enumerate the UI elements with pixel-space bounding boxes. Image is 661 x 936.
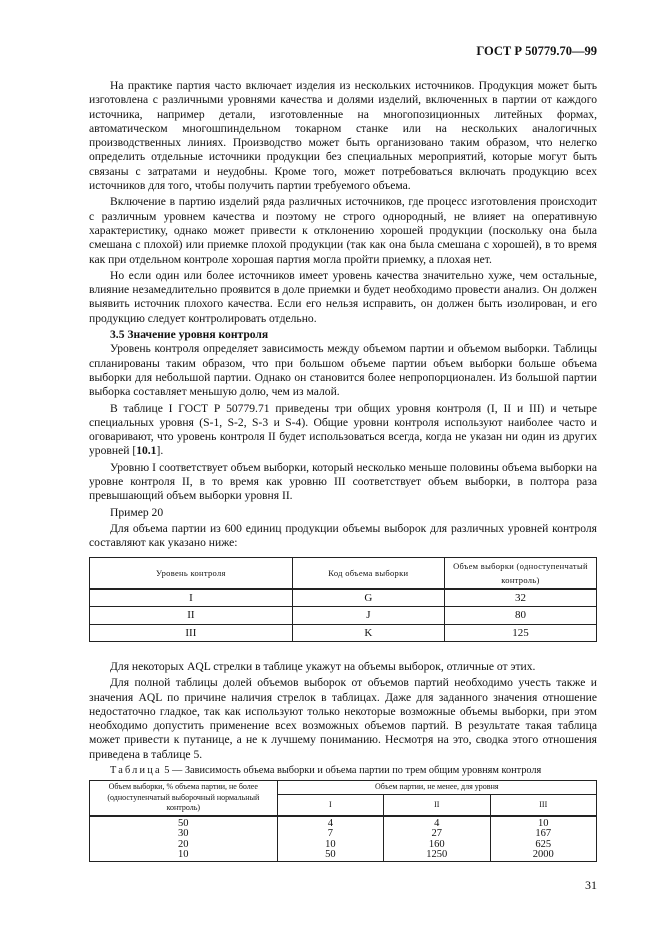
- table-cell: II: [90, 607, 293, 624]
- table5-caption: [89, 764, 597, 778]
- table-cell: 160: [384, 840, 490, 851]
- section-title: Значение уровня контроля: [127, 328, 269, 342]
- table-cell: 27: [384, 829, 490, 840]
- table-cell: 10: [490, 816, 596, 830]
- inspection-level-table: [89, 557, 597, 642]
- table-cell: 4: [384, 816, 490, 830]
- paragraph: Уровень контроля определяет зависимость между объемом партии и объемом выборки. Таблицы спланированы таким образом, что при большом объеме партии объем выборки больше объема выборки для небольшой партии. Однако он становится более непропорционален. Из большой партии выборка составляет меньшую долю, чем из малой.: [89, 342, 597, 399]
- table-cell: 50: [90, 816, 278, 830]
- paragraph: Для объема партии из 600 единиц продукции объемы выборок для различных уровней контроля составляют как указано ниже:: [89, 521, 597, 550]
- table-cell: 167: [490, 829, 596, 840]
- table-cell: 1250: [384, 850, 490, 861]
- table-cell: III: [90, 624, 293, 641]
- paragraph-text: В таблице I ГОСТ Р 50779.71 приведены три общих уровня контроля (I, II и III) и четыре специальных уровня (S-1, S-2, S-3 и S-4). Общие уровни контроля используют наиболее часто и оговаривают, что уровень контроля II будет использоваться всегда, когда не указан ни один из других уровней [: [89, 401, 597, 458]
- table-cell: 4: [277, 816, 383, 830]
- table-header-level-ii: II: [384, 794, 490, 816]
- table-cell: 7: [277, 829, 383, 840]
- page-body: [89, 79, 597, 862]
- table-header-level-i: I: [277, 794, 383, 816]
- table-row: [90, 850, 597, 861]
- table-cell: 625: [490, 840, 596, 851]
- table-cell: 10: [277, 840, 383, 851]
- paragraph: Уровню I соответствует объем выборки, который несколько меньше половины объема выборки на уровне контроля II, в то время как уровню III соответствует объем выборки, в полтора раза превышающий объем выборки уровня II.: [89, 460, 597, 503]
- table-cell: 125: [444, 624, 596, 641]
- table-header-level-iii: III: [490, 794, 596, 816]
- paragraph: Для некоторых AQL стрелки в таблице укажут на объемы выборок, отличные от этих.: [110, 659, 536, 673]
- paragraph: Но если один или более источников имеет уровень качества значительно хуже, чем остальные, влияние незамедлительно проявится в доле приемки и будет необходимо провести анализ. Он должен выявить источник плохого качества. Если его нельзя исправить, он должен быть изолирован, и его продукцию следует контролировать отдельно.: [89, 268, 597, 325]
- paragraph-with-reference: [89, 402, 597, 459]
- table-row: [90, 589, 597, 607]
- table-header-lot-size: Объем партии, не менее, для уровня: [277, 781, 596, 795]
- document-header: ГОСТ Р 50779.70—99: [476, 44, 597, 58]
- paragraph: На практике партия часто включает изделия из нескольких источников. Продукция может быть изготовлена с различными уровнями качества и долями изделий, включенных в партии от каждого источника, например детали, изготовленные на многопозиционных литейных формах, автоматическом многошпиндельном токарном станке или на нескольких аналогичных производственных линиях. Производство может быть организовано таким образом, что нелегко определить отдельные источники продукции без специальных мероприятий, которые могут быть связаны с затратами и неудобны. Кроме того, может потребоваться включать продукцию всех источников для того, чтобы получить партии требуемого объема.: [89, 79, 597, 193]
- table-row: [90, 840, 597, 851]
- table-cell: 10: [90, 850, 278, 861]
- table-cell: K: [292, 624, 444, 641]
- table-cell: 2000: [490, 850, 596, 861]
- table-label: Таблица: [110, 765, 162, 777]
- table-cell: 20: [90, 840, 278, 851]
- table-header-code: Код объема выборки: [292, 557, 444, 589]
- reference: 10.1: [136, 444, 157, 458]
- table-cell: 80: [444, 607, 596, 624]
- table-cell: 32: [444, 589, 596, 607]
- table-header-sample-size: Объем выборки (одноступенчатый контроль): [444, 557, 596, 589]
- table-cell: 50: [277, 850, 383, 861]
- section-heading: [89, 328, 597, 342]
- sample-lot-size-table: [89, 780, 597, 862]
- table-title: — Зависимость объема выборки и объема партии по трем общим уровням контроля: [172, 765, 542, 777]
- paragraph: Для полной таблицы долей объемов выборок от объемов партий необходимо учесть также и значения AQL по причине наличия стрелок в таблицах. Даже для заданного значения отношение недостаточно гладкое, так как используют только некоторые возможные объемы выборки, при этом необходимо допустить применение всех возможных объемов партий. В результате такая таблица может привести к путанице, а не к лучшему пониманию. Несмотря на это, сводка этого отношения приведена в таблице 5.: [89, 676, 597, 761]
- table-cell: 30: [90, 829, 278, 840]
- paragraph-text: ].: [156, 444, 164, 458]
- table-cell: I: [90, 589, 293, 607]
- section-number: 3.5: [110, 328, 125, 342]
- table-cell: J: [292, 607, 444, 624]
- table-row: [90, 607, 597, 624]
- table-header-percent: Объем выборки, % объема партии, не более (одноступенчатый выборочный нормальный контроль): [90, 781, 278, 816]
- paragraph: Включение в партию изделий ряда различных источников, где процесс изготовления происходит с различным уровнем качества и поэтому не строго однородный, не влияет на оперативную характеристику, однако может привести к отклонению хорошей продукции (поскольку она была смешана с плохой) или приемке плохой продукции (так как она была смешана с хорошей), в то время как при отдельном контроле хорошая партия могла пройти приемку, а плохая нет.: [89, 195, 597, 266]
- table-header-level: Уровень контроля: [90, 557, 293, 589]
- table-row: [90, 816, 597, 830]
- table-row: [90, 624, 597, 641]
- table-number: 5: [164, 765, 170, 777]
- table-cell: G: [292, 589, 444, 607]
- page-number: 31: [585, 878, 597, 892]
- table-row: [90, 829, 597, 840]
- example-label: Пример 20: [110, 505, 164, 519]
